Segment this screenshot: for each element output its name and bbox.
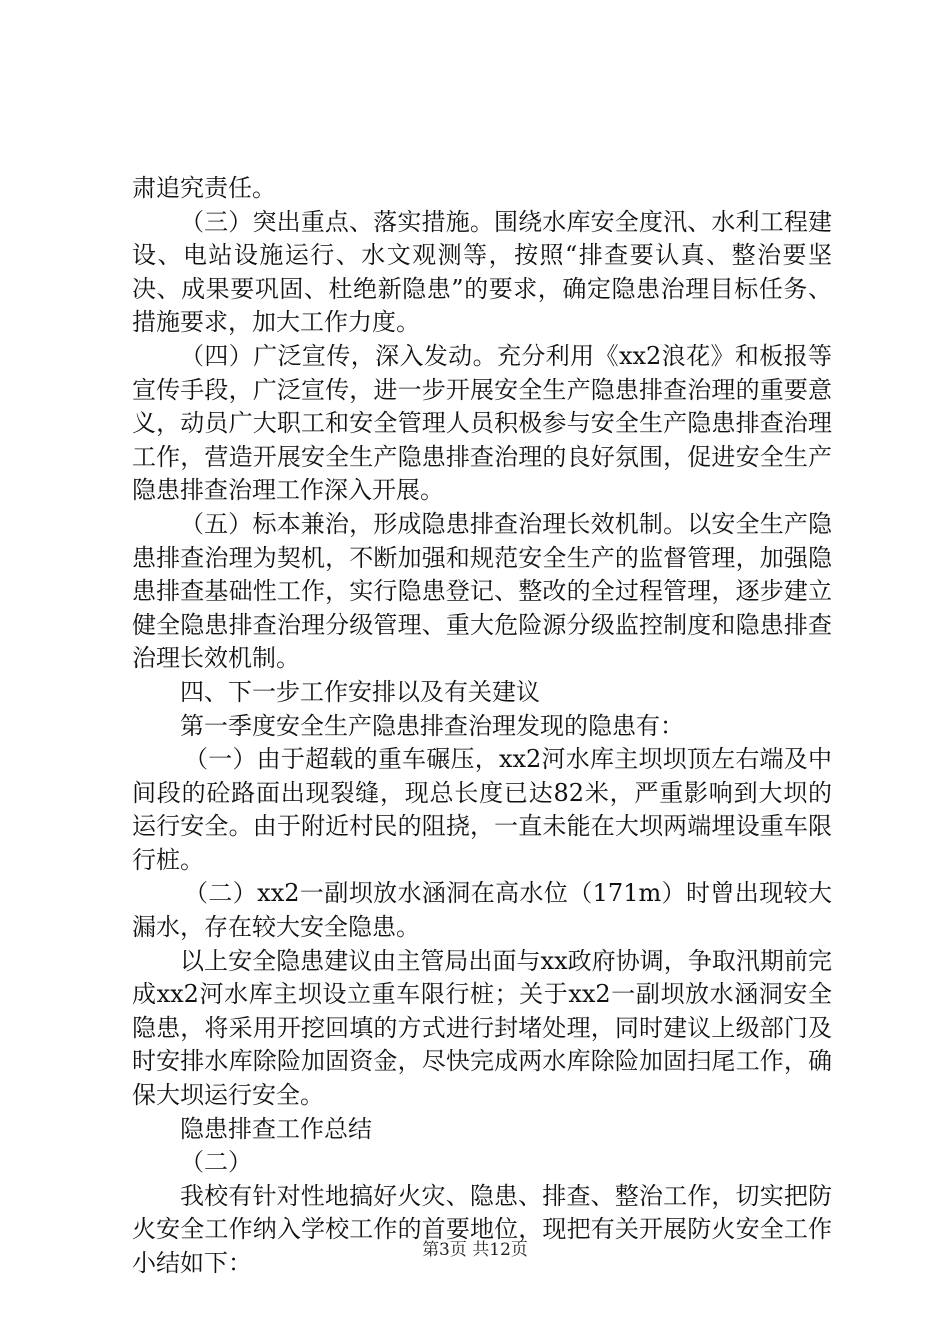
heading-summary-title: 隐患排查工作总结 <box>180 1114 372 1143</box>
heading-summary-part: （二） <box>180 1148 252 1177</box>
document-body <box>132 172 832 1281</box>
paragraph-hazards-intro: 第一季度安全生产隐患排查治理发现的隐患有： <box>180 711 684 740</box>
paragraph-section-4: （四）广泛宣传，深入发动。充分利用《xx2浪花》和板报等宣传手段，广泛宣传，进一步开展安全生产隐患排查治理的重要意义，动员广大职工和安全管理人员积极参与安全生产隐患排查治理工作，营造开展安全生产隐患排查治理的良好氛围，促进安全生产隐患排查治理工作深入开展。 <box>132 341 832 505</box>
paragraph-hazard-1: （一）由于超载的重车碾压，xx2河水库主坝坝顶左右端及中间段的砼路面出现裂缝，现总长度已达82米，严重影响到大坝的运行安全。由于附近村民的阻挠，一直未能在大坝两端埋设重车限行桩。 <box>132 745 832 874</box>
paragraph-continuation: 肃追究责任。 <box>132 174 276 202</box>
paragraph-school-fire-safety: 我校有针对性地搞好火灾、隐患、排查、整治工作，切实把防火安全工作纳入学校工作的首要地位，现把有关开展防火安全工作小结如下： <box>132 1181 832 1277</box>
paragraph-hazard-2: （二）xx2一副坝放水涵洞在高水位（171m）时曾出现较大漏水，存在较大安全隐患。 <box>132 879 832 942</box>
paragraph-suggestions: 以上安全隐患建议由主管局出面与xx政府协调，争取汛期前完成xx2河水库主坝设立重车限行桩；关于xx2一副坝放水涵洞安全隐患，将采用开挖回填的方式进行封堵处理，同时建议上级部门及时安排水库除险加固资金，尽快完成两水库除险加固扫尾工作，确保大坝运行安全。 <box>132 946 832 1110</box>
paragraph-section-3: （三）突出重点、落实措施。围绕水库安全度汛、水利工程建设、电站设施运行、水文观测等，按照“排查要认真、整治要坚决、成果要巩固、杜绝新隐患”的要求，确定隐患治理目标任务、措施要求，加大工作力度。 <box>132 207 832 337</box>
page-number-footer: 第3页 共12页 <box>422 1240 528 1260</box>
heading-next-steps: 四、下一步工作安排以及有关建议 <box>180 677 540 706</box>
paragraph-section-5: （五）标本兼治，形成隐患排查治理长效机制。以安全生产隐患排查治理为契机，不断加强和规范安全生产的监督管理，加强隐患排查基础性工作，实行隐患登记、整改的全过程管理，逐步建立健全隐患排查治理分级管理、重大危险源分级监控制度和隐患排查治理长效机制。 <box>132 509 832 673</box>
